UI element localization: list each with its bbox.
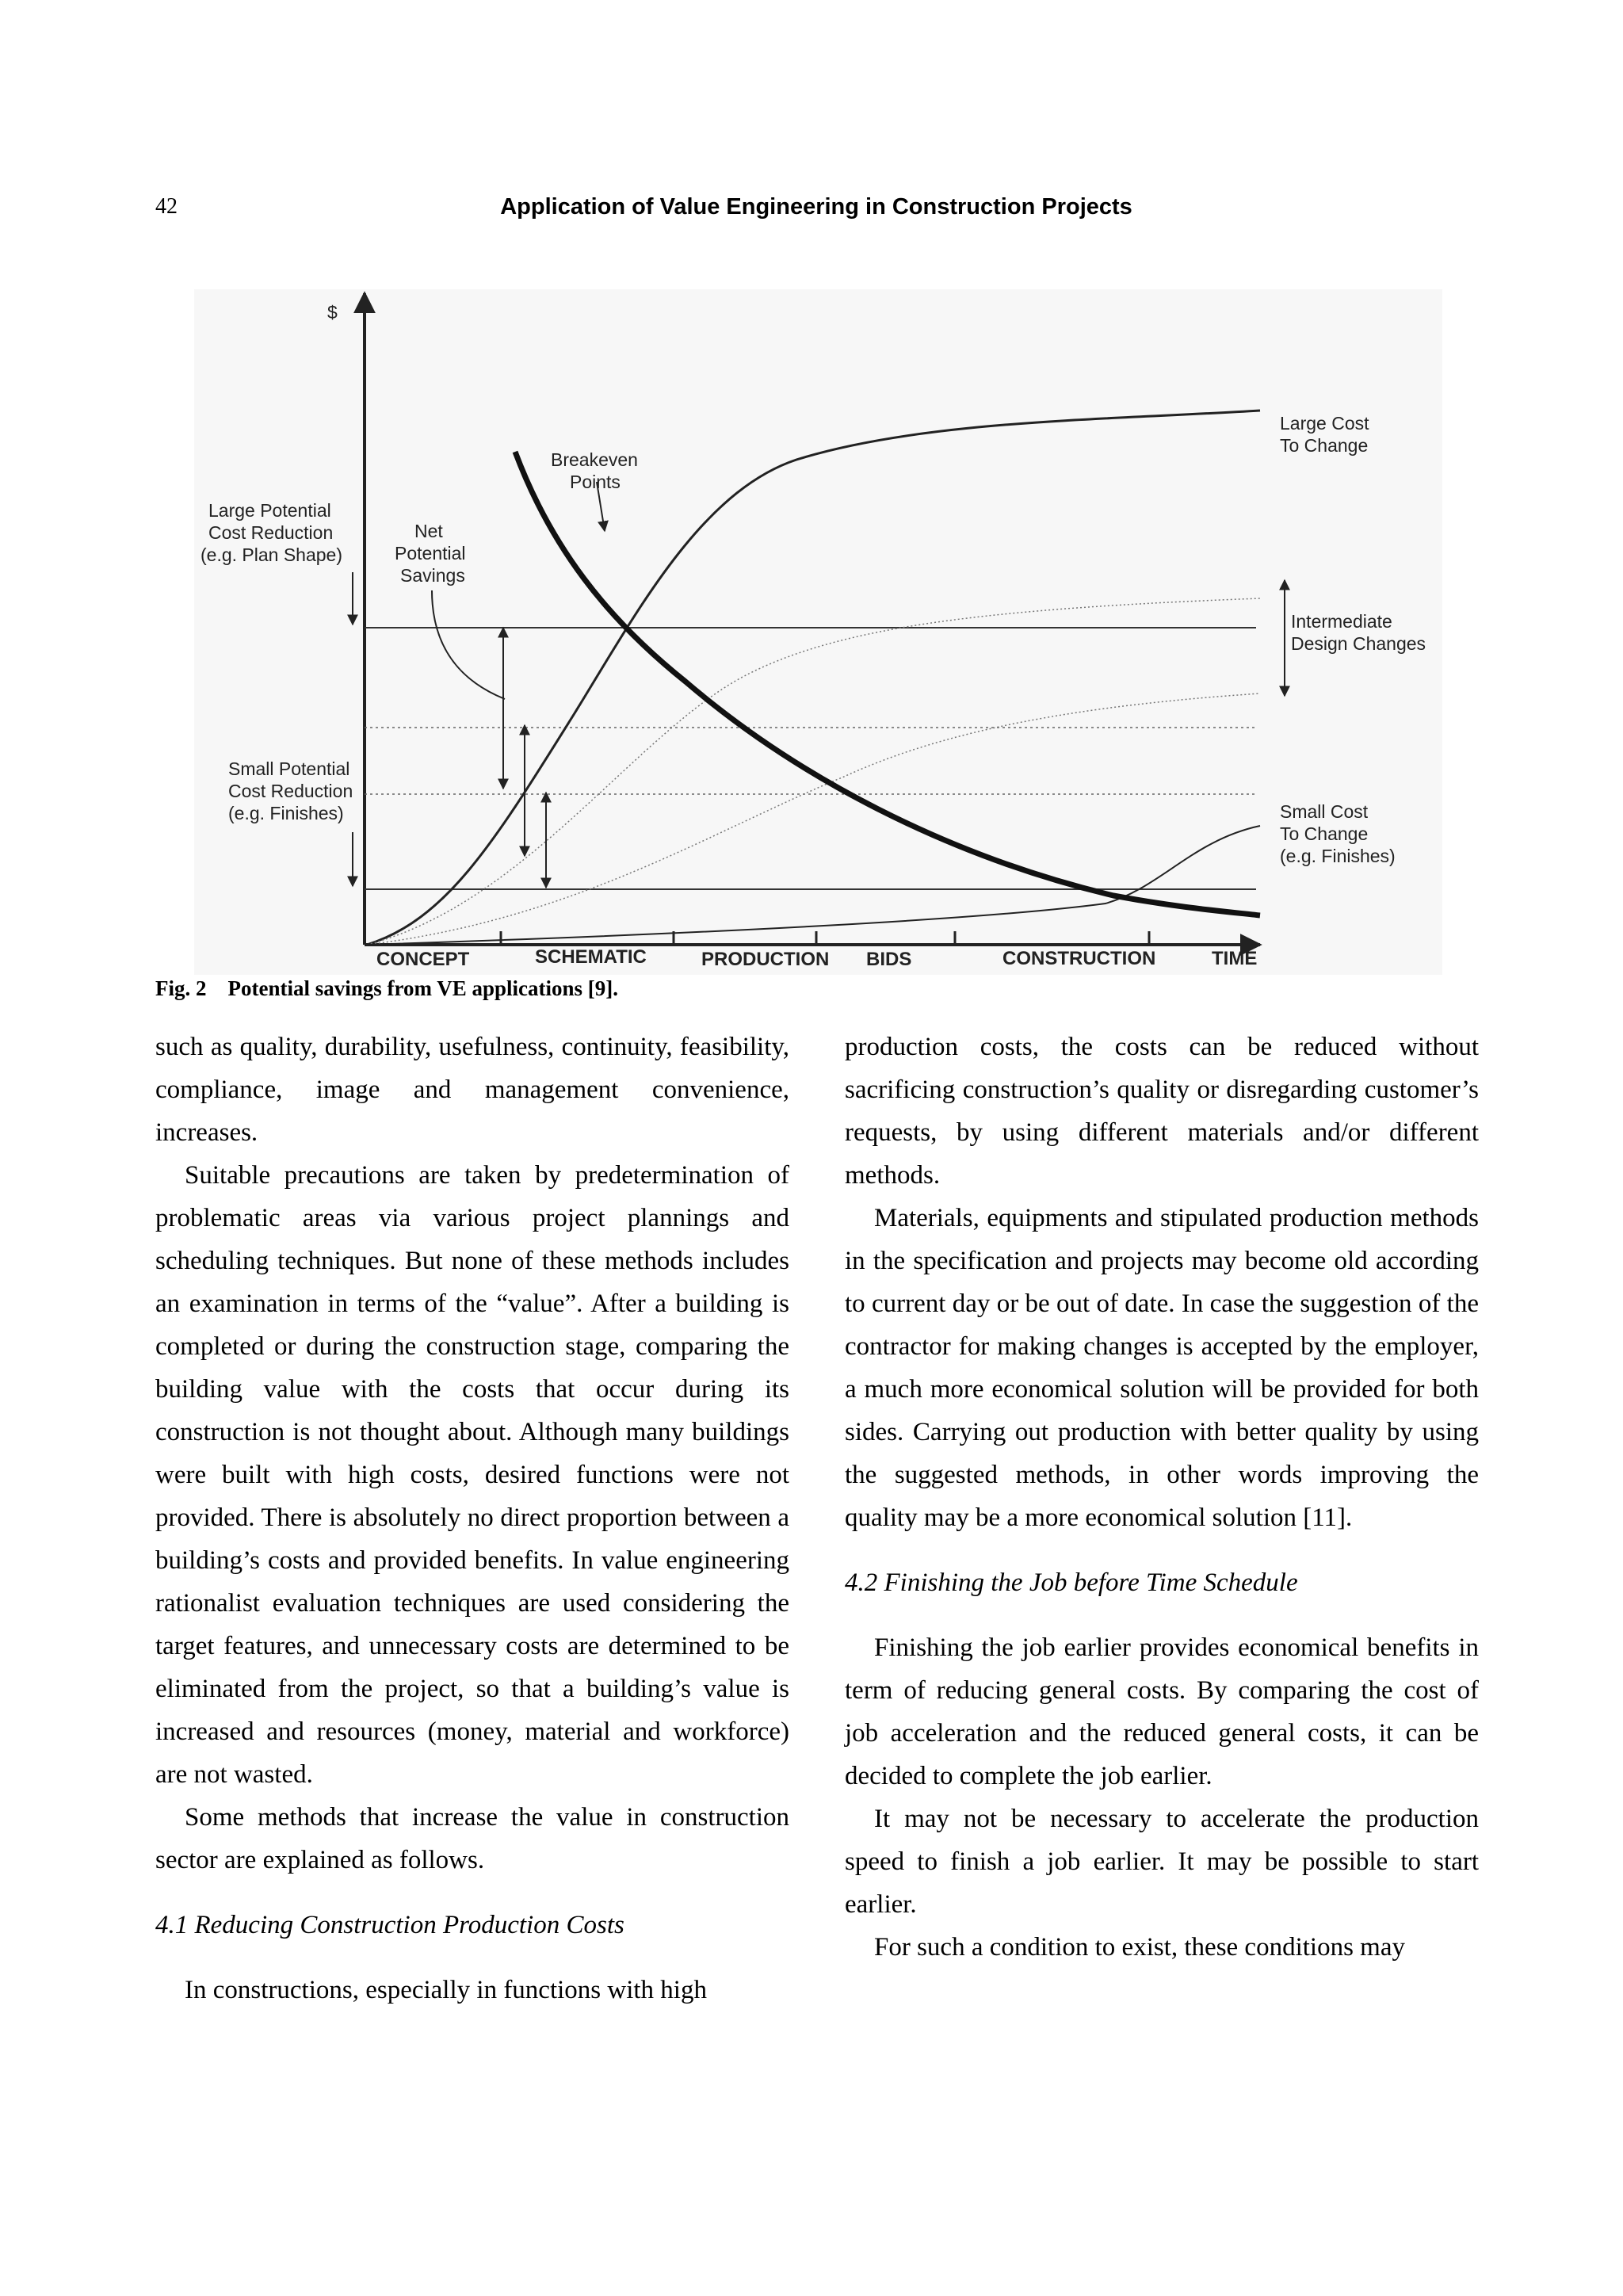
left-column — [155, 1026, 789, 2011]
right-column — [845, 1026, 1479, 1969]
phase-label-bids: BIDS — [866, 949, 912, 970]
paragraph: In constructions, especially in functions with high — [185, 1976, 707, 2004]
journal-title: Application of Value Engineering in Construction Projects — [500, 194, 1132, 220]
net-savings-label-1: Net — [414, 521, 443, 541]
small-potential-label-1: Small Potential — [228, 758, 350, 779]
figure-caption: Fig. 2 Potential savings from VE applications [9]. — [155, 976, 619, 1000]
large-potential-label-2: Cost Reduction — [208, 522, 334, 543]
section-heading-4-2: 4.2 Finishing the Job before Time Schedule — [845, 1568, 1298, 1597]
paragraph: Finishing the job earlier provides economical benefits in term of reducing general costs. By comparing the cost of job acceleration and the reduced general costs, it can be decided to complete the job earlier. — [845, 1633, 1479, 1790]
section-heading-4-1: 4.1 Reducing Construction Production Costs — [155, 1911, 624, 1939]
paragraph: Suitable precautions are taken by predetermination of problematic areas via various project plannings and scheduling techniques. But none of these methods includes an examination in terms of the “value”. After a building is completed or during the construction stage, comparing the building value with the costs that occur during its construction is not thought about. Although many buildings were built with high costs, desired functions were not provided. There is absolutely no direct proportion between a building’s costs and provided benefits. In value engineering rationalist evaluation techniques are used considering the target features, and unnecessary costs are determined to be eliminated from the project, so that a building’s value is increased and resources (money, material and workforce) are not wasted. — [155, 1161, 789, 1789]
paragraph: For such a condition to exist, these conditions may — [874, 1933, 1405, 1962]
paragraph: such as quality, durability, usefulness, continuity, feasibility, compliance, image and management convenience, increases. — [155, 1033, 789, 1147]
phase-label-schematic: SCHEMATIC — [535, 946, 647, 968]
running-head — [155, 194, 1477, 226]
phase-label-production: PRODUCTION — [701, 949, 830, 970]
phase-label-concept: CONCEPT — [376, 949, 470, 970]
large-cost-label-1: Large Cost — [1280, 413, 1369, 434]
breakeven-label-2: Points — [570, 472, 621, 492]
phase-label-construction: CONSTRUCTION — [1002, 948, 1156, 969]
breakeven-label-1: Breakeven — [551, 449, 638, 470]
net-savings-label-3: Savings — [400, 565, 465, 586]
large-cost-label-2: To Change — [1280, 435, 1369, 456]
large-potential-label-1: Large Potential — [208, 500, 331, 521]
paragraph: Materials, equipments and stipulated production methods in the specification and projects may become old according to current day or be out of date. In case the suggestion of the contractor for making changes is accepted by the employer, a much more economical solution will be provided for both sides. Carrying out production with better quality by using the suggested methods, in other words improving the quality may be a more economical solution [11]. — [845, 1204, 1479, 1532]
small-cost-label-3: (e.g. Finishes) — [1280, 846, 1396, 866]
paragraph: It may not be necessary to accelerate the production speed to finish a job earlier. It may be possible to start earlier. — [845, 1805, 1479, 1919]
figure-potential-savings — [194, 285, 1442, 975]
net-savings-label-2: Potential — [395, 543, 466, 563]
intermediate-label-1: Intermediate — [1291, 611, 1392, 632]
y-axis-label: $ — [327, 302, 338, 323]
paragraph: production costs, the costs can be reduced without sacrificing construction’s quality or disregarding customer’s requests, by using different materials and/or different methods. — [845, 1033, 1479, 1190]
paragraph: Some methods that increase the value in construction sector are explained as follows. — [155, 1803, 789, 1874]
small-potential-label-3: (e.g. Finishes) — [228, 803, 344, 823]
small-cost-label-1: Small Cost — [1280, 801, 1369, 822]
large-potential-label-3: (e.g. Plan Shape) — [200, 544, 343, 565]
page-number: 42 — [155, 194, 178, 219]
small-cost-label-2: To Change — [1280, 823, 1369, 844]
figure-diagram — [194, 285, 1442, 975]
phase-label-time: TIME — [1212, 948, 1258, 969]
intermediate-label-2: Design Changes — [1291, 633, 1426, 654]
small-potential-label-2: Cost Reduction — [228, 781, 353, 801]
figure-background — [194, 289, 1442, 975]
